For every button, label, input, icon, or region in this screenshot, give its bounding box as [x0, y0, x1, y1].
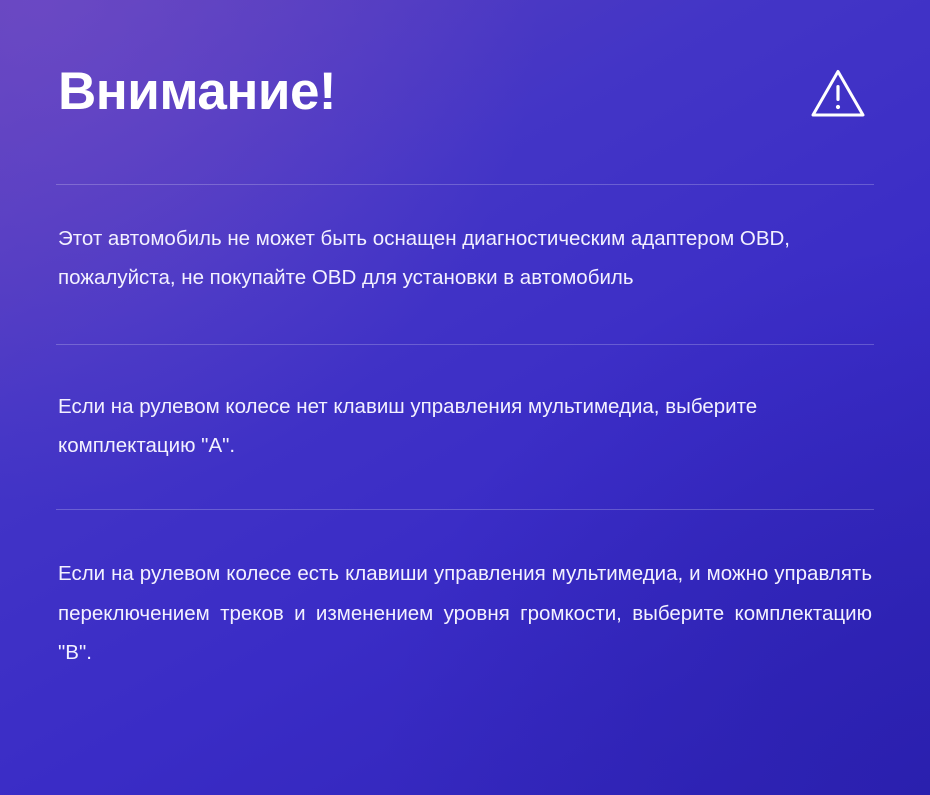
warning-triangle-icon	[810, 66, 866, 122]
notice-config-a	[56, 387, 874, 466]
divider-middle-2	[56, 509, 874, 510]
divider-middle-1	[56, 344, 874, 345]
notice-config-a-text: Если на рулевом колесе нет клавиш управления мультимедиа, выберите комплектацию "A".	[58, 394, 758, 458]
notice-config-b	[56, 554, 874, 672]
notice-obd-text: Этот автомобиль не может быть оснащен диагностическим адаптером OBD, пожалуйста, не покупайте OBD для установки в автомобиль	[58, 227, 791, 290]
notice-config-b-text: Если на рулевом колесе есть клавиши управления мультимедиа, и можно управлять переключением треков и изменением уровня громкости, выберите комплектацию "B".	[58, 562, 872, 665]
notice-obd	[56, 219, 874, 298]
divider-top	[56, 184, 874, 185]
page-header	[56, 58, 874, 122]
page-title: Внимание!	[58, 62, 337, 121]
